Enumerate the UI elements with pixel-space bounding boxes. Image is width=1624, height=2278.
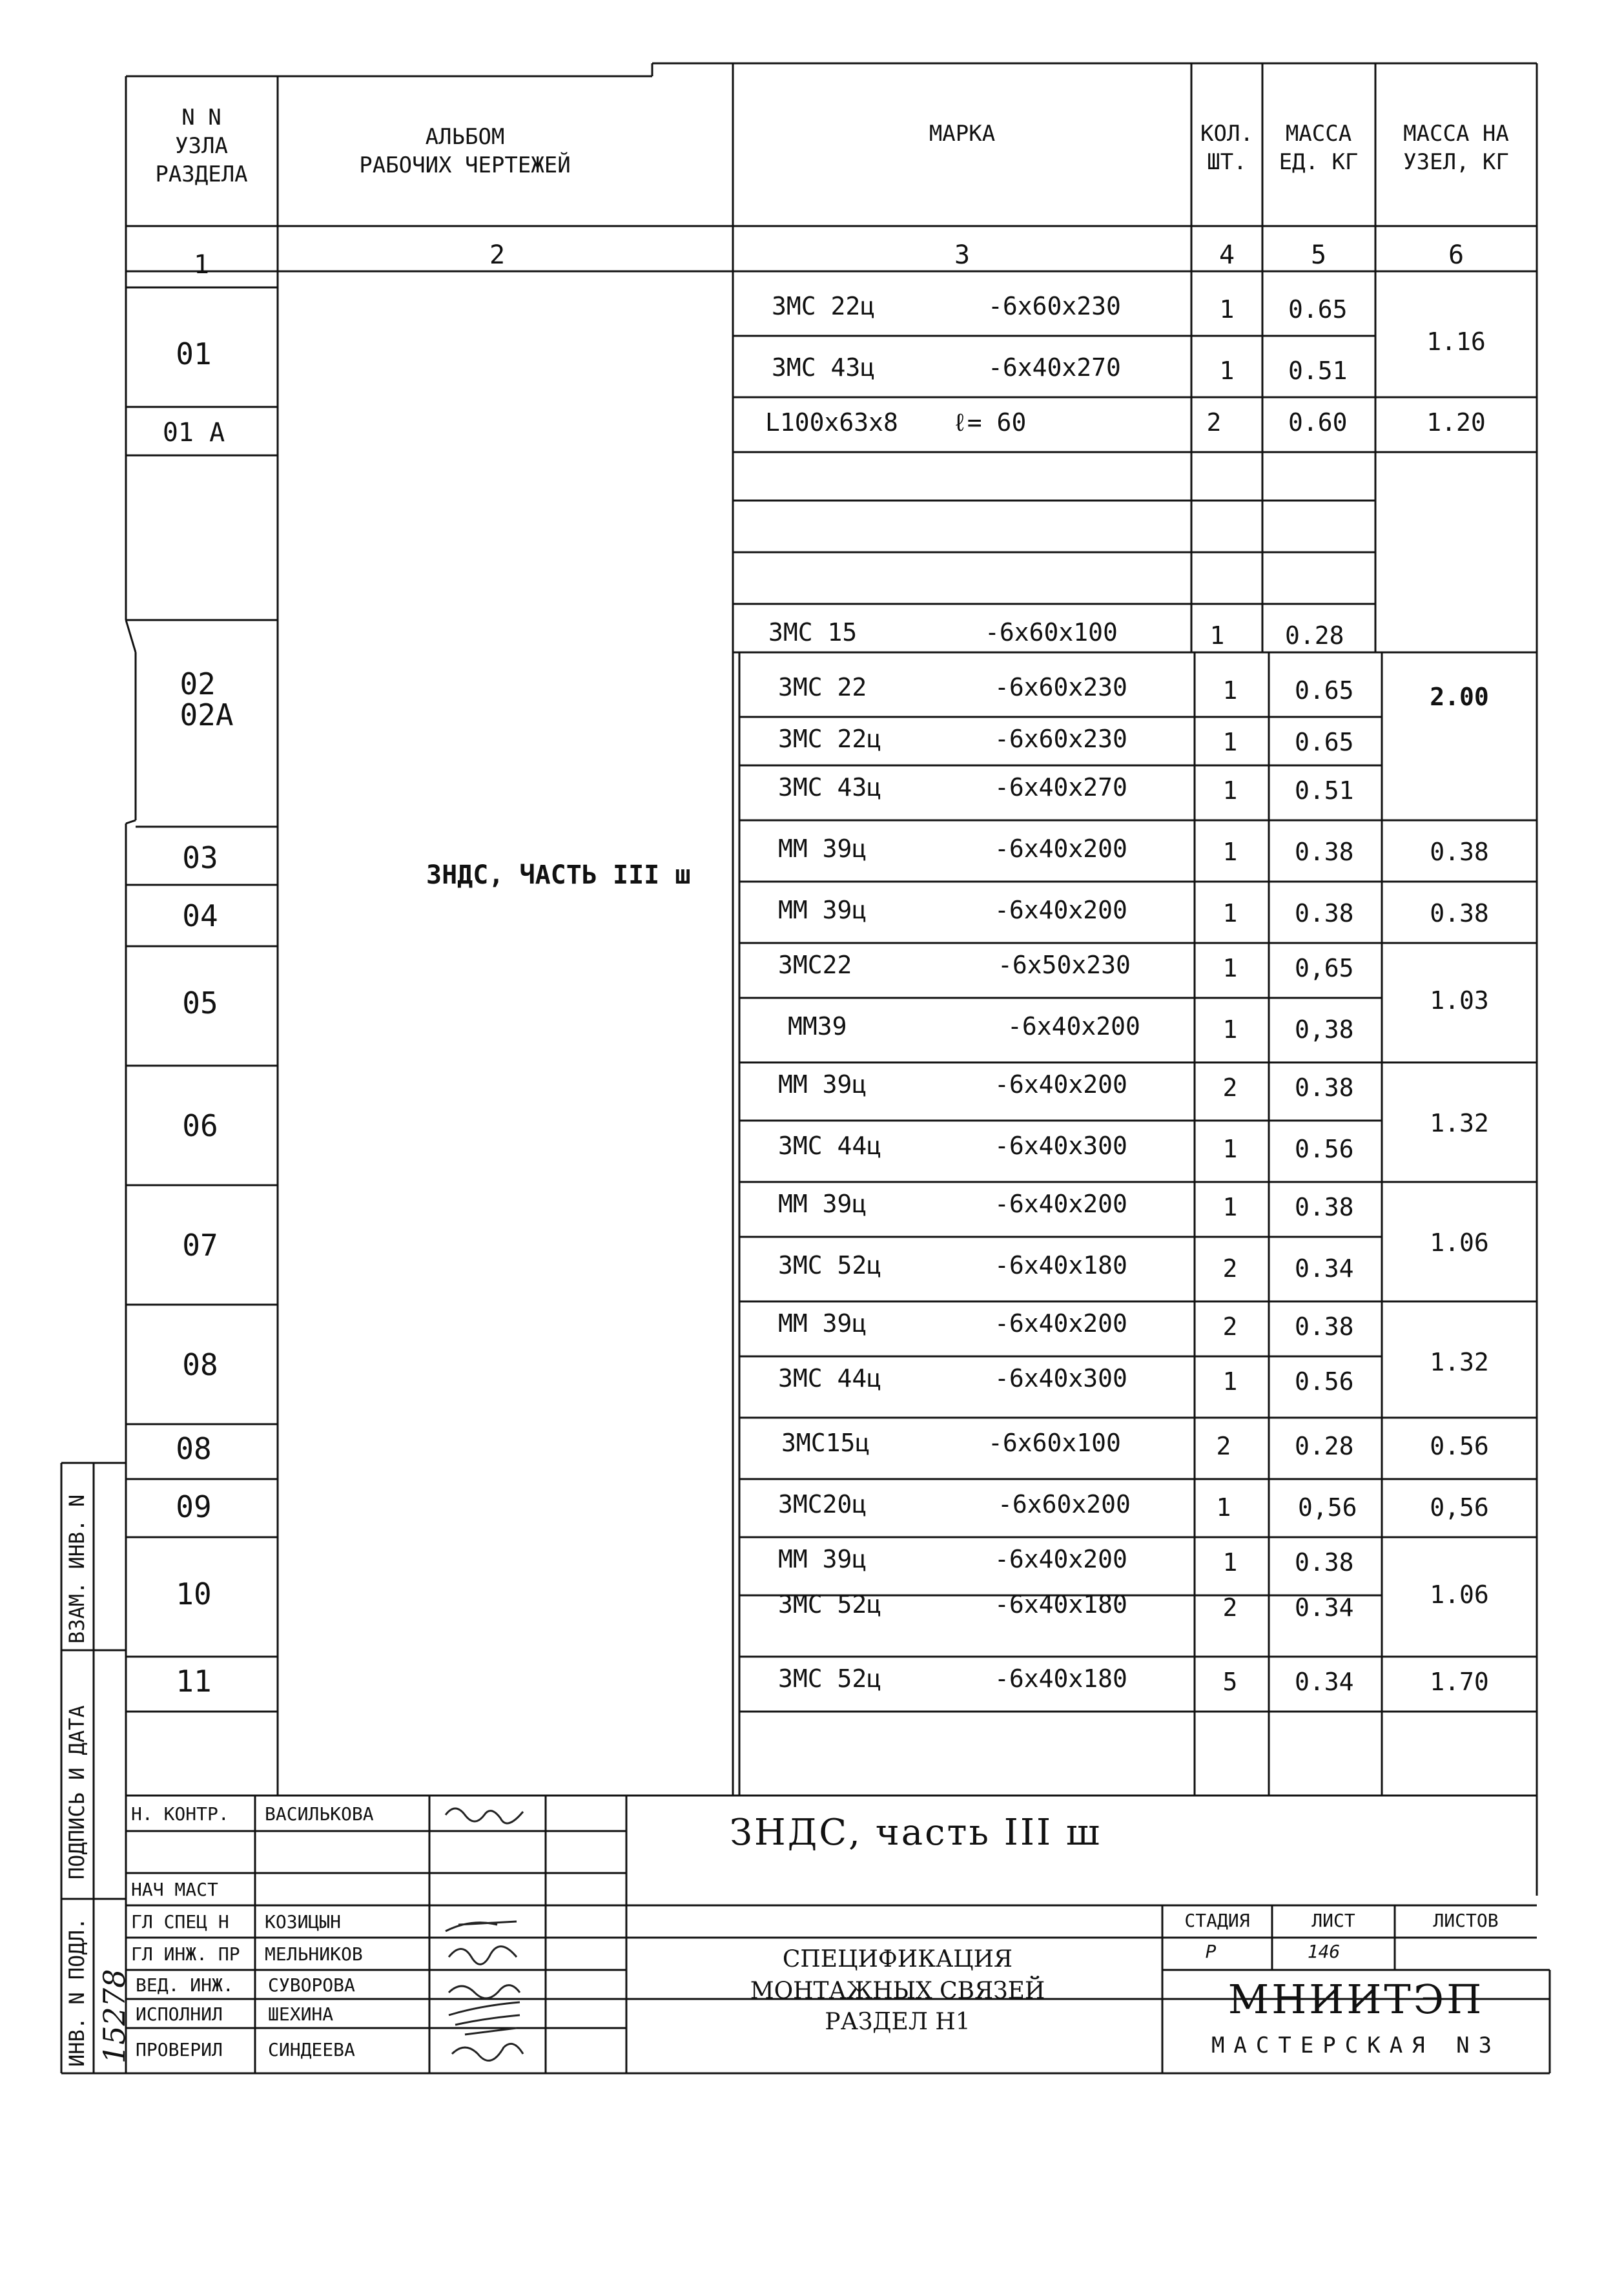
row-mass: 0.56 xyxy=(1295,1135,1354,1163)
header-qty: КОЛ. ШТ. xyxy=(1200,121,1253,176)
row-size: -6x40x200 xyxy=(994,1190,1127,1218)
row-mass: 0.60 xyxy=(1288,408,1348,437)
row-mark: ЗМС 22 xyxy=(778,673,867,701)
row-mass: 0.38 xyxy=(1295,1312,1354,1341)
row-qty: 1 xyxy=(1222,899,1238,927)
node-mass: 0,56 xyxy=(1430,1493,1489,1522)
row-size: -6x60x100 xyxy=(985,618,1118,647)
node-number: 10 xyxy=(176,1577,212,1611)
row-mark: ММ39 xyxy=(788,1012,847,1041)
row-qty: 2 xyxy=(1222,1593,1238,1622)
row-qty: 1 xyxy=(1222,1015,1238,1044)
tb-role: ПРОВЕРИЛ xyxy=(136,2039,223,2060)
row-mass: 0.65 xyxy=(1295,676,1354,705)
tb-name: СИНДЕЕВА xyxy=(268,2039,355,2060)
node-number: 09 xyxy=(176,1489,212,1524)
row-mark: ММ 39ц xyxy=(778,1545,867,1573)
row-mark: ЗМС 22ц xyxy=(772,292,876,320)
row-mass: 0.34 xyxy=(1295,1593,1354,1622)
node-number: 08 xyxy=(182,1347,218,1382)
row-qty: 1 xyxy=(1222,1135,1238,1163)
row-size: ℓ= 60 xyxy=(952,408,1027,437)
node-mass: 1.06 xyxy=(1430,1228,1489,1257)
row-mark: ЗМС20ц xyxy=(778,1490,867,1518)
tb-role: НАЧ МАСТ xyxy=(131,1879,218,1900)
signatures-graphic xyxy=(439,1799,536,2070)
row-mark: ЗМС 43ц xyxy=(778,773,882,802)
row-qty: 1 xyxy=(1216,1493,1231,1522)
row-mark: ЗМС 22ц xyxy=(778,725,882,753)
row-mass: 0.38 xyxy=(1295,1073,1354,1102)
row-mark: ММ 39ц xyxy=(778,1309,867,1338)
row-qty: 1 xyxy=(1222,954,1238,982)
row-qty: 1 xyxy=(1222,676,1238,705)
row-size: -6x40x200 xyxy=(1007,1012,1140,1041)
row-qty: 1 xyxy=(1222,1193,1238,1221)
album-value: ЗНДС, ЧАСТЬ III ш xyxy=(426,860,691,890)
node-number: 04 xyxy=(182,898,218,933)
row-mark: ЗМС 15 xyxy=(768,618,858,647)
row-qty: 1 xyxy=(1222,838,1238,866)
node-number: 08 xyxy=(176,1431,212,1466)
row-size: -6x40x200 xyxy=(994,1070,1127,1099)
row-mark: ЗМС 52ц xyxy=(778,1664,882,1693)
row-qty: 2 xyxy=(1206,408,1222,437)
row-size: -6x40x180 xyxy=(994,1251,1127,1279)
row-mark: ЗМС 52ц xyxy=(778,1251,882,1279)
node-number: 06 xyxy=(182,1108,218,1143)
row-size: -6x50x230 xyxy=(998,951,1131,979)
tb-name: ВАСИЛЬКОВА xyxy=(265,1803,374,1825)
row-size: -6x60x230 xyxy=(994,673,1127,701)
row-mass: 0.34 xyxy=(1295,1254,1354,1283)
stage-value: Р xyxy=(1205,1941,1217,1962)
row-qty: 1 xyxy=(1222,1548,1238,1577)
row-size: -6x60x230 xyxy=(994,725,1127,753)
node-mass: 1.16 xyxy=(1426,327,1486,356)
organization-name: МНИИТЭП xyxy=(1228,1976,1485,2023)
tb-name: ШЕХИНА xyxy=(268,2004,334,2025)
row-size: -6x40x270 xyxy=(994,773,1127,802)
node-mass: 1.70 xyxy=(1430,1668,1489,1696)
tb-name: СУВОРОВА xyxy=(268,1974,355,1996)
project-title: ЗНДС, часть III ш xyxy=(730,1812,1102,1854)
row-size: -6x60x230 xyxy=(988,292,1121,320)
node-number: 03 xyxy=(182,840,218,875)
row-size: -6x60x100 xyxy=(988,1429,1121,1457)
node-mass: 1.06 xyxy=(1430,1580,1489,1609)
row-size: -6x60x200 xyxy=(998,1490,1131,1518)
row-mark: L100x63x8 xyxy=(765,408,898,437)
sheet-value: 146 xyxy=(1307,1941,1341,1962)
row-mass: 0.38 xyxy=(1295,899,1354,927)
row-mark: ЗМС22 xyxy=(778,951,852,979)
row-mass: 0.38 xyxy=(1295,1548,1354,1577)
col-number: 6 xyxy=(1448,240,1465,270)
stage-label: СТАДИЯ xyxy=(1184,1910,1250,1931)
row-mass: 0.56 xyxy=(1295,1367,1354,1396)
row-qty: 1 xyxy=(1219,295,1235,324)
header-mass-node: МАССА НА УЗЕЛ, КГ xyxy=(1403,121,1509,176)
row-mark: ММ 39ц xyxy=(778,1070,867,1099)
col-number: 3 xyxy=(954,240,971,270)
tb-role: Н. КОНТР. xyxy=(131,1803,229,1825)
col-number: 2 xyxy=(489,240,506,270)
row-mass: 0.65 xyxy=(1295,728,1354,756)
row-mark: ЗМС15ц xyxy=(781,1429,870,1457)
workshop-name: МАСТЕРСКАЯ N3 xyxy=(1211,2033,1501,2058)
inv-replace-label: ВЗАМ. ИНВ. N xyxy=(65,1494,89,1644)
header-node: N N УЗЛА РАЗДЕЛА xyxy=(155,105,248,188)
node-number: 02 02А xyxy=(180,667,234,733)
sign-date-label: ПОДПИСЬ И ДАТА xyxy=(65,1705,89,1879)
row-mark: ЗМС 52ц xyxy=(778,1590,882,1619)
tb-role: ГЛ СПЕЦ Н xyxy=(131,1911,229,1932)
row-size: -6x40x200 xyxy=(994,1309,1127,1338)
row-mass: 0,56 xyxy=(1298,1493,1357,1522)
node-mass: 1.32 xyxy=(1430,1348,1489,1376)
row-mark: ЗМС 44ц xyxy=(778,1132,882,1160)
node-mass: 2.00 xyxy=(1430,683,1489,711)
node-number: 01 А xyxy=(162,418,225,448)
node-number: 05 xyxy=(182,986,218,1020)
row-mass: 0.38 xyxy=(1295,838,1354,866)
row-qty: 1 xyxy=(1222,776,1238,805)
row-mass: 0.34 xyxy=(1295,1668,1354,1696)
row-mass: 0.38 xyxy=(1295,1193,1354,1221)
row-mass: 0.28 xyxy=(1295,1432,1354,1460)
tb-role: ГЛ ИНЖ. ПР xyxy=(131,1943,240,1965)
row-mark: ММ 39ц xyxy=(778,1190,867,1218)
tb-name: КОЗИЦЫН xyxy=(265,1911,342,1932)
col-number: 4 xyxy=(1218,240,1235,270)
row-size: -6x40x200 xyxy=(994,834,1127,863)
row-qty: 1 xyxy=(1222,728,1238,756)
drawing-description: СПЕЦИФИКАЦИЯ МОНТАЖНЫХ СВЯЗЕЙ РАЗДЕЛ Н1 xyxy=(750,1946,1045,2036)
row-qty: 1 xyxy=(1209,621,1225,650)
col-number: 5 xyxy=(1310,240,1327,270)
row-size: -6x40x300 xyxy=(994,1132,1127,1160)
node-number: 11 xyxy=(176,1664,212,1699)
row-mass: 0.28 xyxy=(1285,621,1344,650)
inv-original-label: ИНВ. N ПОДЛ. xyxy=(65,1917,89,2067)
header-mass-unit: МАССА ЕД. КГ xyxy=(1279,121,1359,176)
row-qty: 5 xyxy=(1222,1668,1238,1696)
row-mass: 0.65 xyxy=(1288,295,1348,324)
row-size: -6x40x200 xyxy=(994,1545,1127,1573)
row-qty: 2 xyxy=(1222,1312,1238,1341)
row-mark: ЗМС 44ц xyxy=(778,1364,882,1393)
row-size: -6x40x200 xyxy=(994,896,1127,924)
node-mass: 1.32 xyxy=(1430,1109,1489,1137)
tb-role: ИСПОЛНИЛ xyxy=(136,2004,223,2025)
row-mass: 0.51 xyxy=(1295,776,1354,805)
row-size: -6x40x300 xyxy=(994,1364,1127,1393)
node-number: 07 xyxy=(182,1228,218,1263)
row-size: -6x40x180 xyxy=(994,1590,1127,1619)
row-size: -6x40x270 xyxy=(988,353,1121,382)
node-number: 01 xyxy=(176,337,212,371)
row-qty: 2 xyxy=(1216,1432,1231,1460)
node-mass: 0.56 xyxy=(1430,1432,1489,1460)
row-mass: 0.51 xyxy=(1288,357,1348,385)
node-mass: 0.38 xyxy=(1430,899,1489,927)
row-mass: 0,65 xyxy=(1295,954,1354,982)
row-qty: 2 xyxy=(1222,1254,1238,1283)
node-mass: 0.38 xyxy=(1430,838,1489,866)
row-mass: 0,38 xyxy=(1295,1015,1354,1044)
node-mass: 1.03 xyxy=(1430,986,1489,1015)
row-qty: 2 xyxy=(1222,1073,1238,1102)
col-number: 1 xyxy=(193,250,210,280)
row-mark: ММ 39ц xyxy=(778,834,867,863)
header-album: АЛЬБОМ РАБОЧИХ ЧЕРТЕЖЕЙ xyxy=(359,124,571,179)
row-qty: 1 xyxy=(1219,357,1235,385)
inv-number: 15278 xyxy=(97,1969,132,2064)
tb-role: ВЕД. ИНЖ. xyxy=(136,1974,234,1996)
tb-name: МЕЛЬНИКОВ xyxy=(265,1943,363,1965)
node-mass: 1.20 xyxy=(1426,408,1486,437)
row-mark: ММ 39ц xyxy=(778,896,867,924)
row-qty: 1 xyxy=(1222,1367,1238,1396)
row-mark: ЗМС 43ц xyxy=(772,353,876,382)
header-mark: МАРКА xyxy=(929,121,996,147)
row-size: -6x40x180 xyxy=(994,1664,1127,1693)
sheet-label: ЛИСТ xyxy=(1311,1910,1355,1931)
sheets-label: ЛИСТОВ xyxy=(1433,1910,1499,1931)
